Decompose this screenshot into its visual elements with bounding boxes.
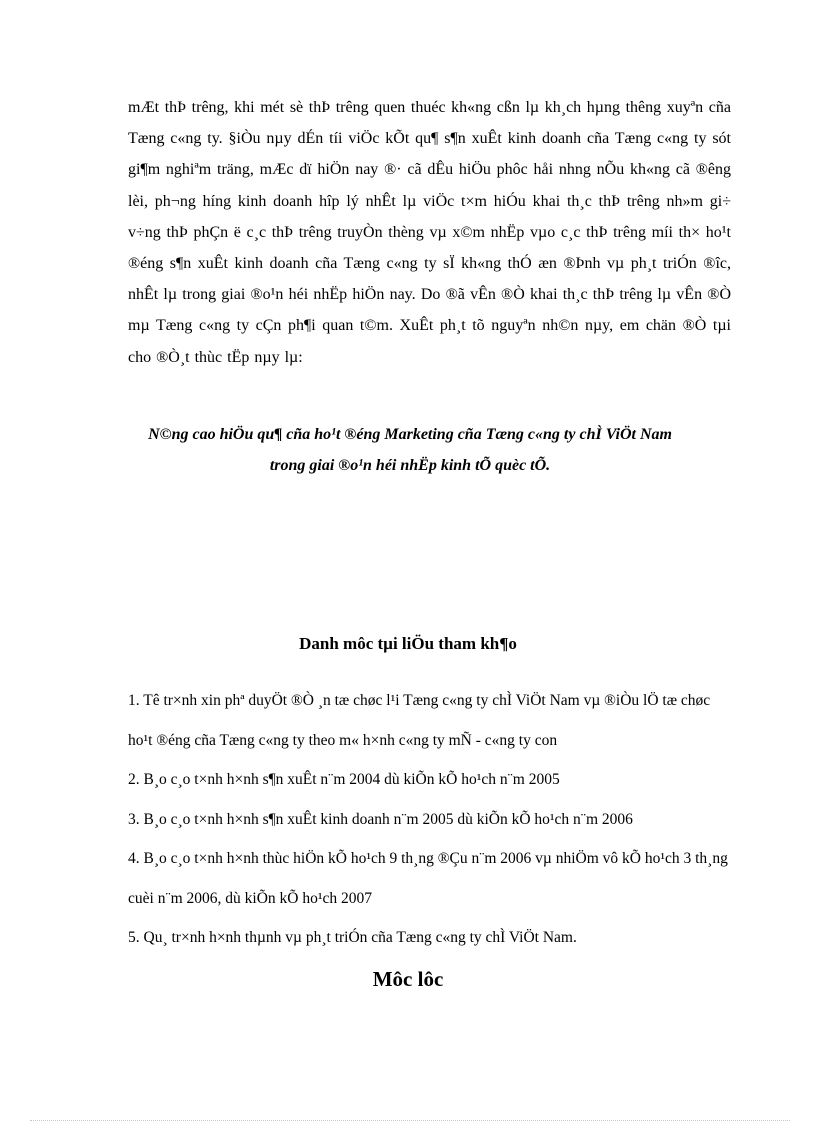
references-list — [128, 681, 731, 958]
reference-item: 1. Tê tr×nh xin phª duyÖt ®Ò ¸n tæ chøc l¹i Tæng c«ng ty chÌ ViÖt Nam vµ ®iÒu lÖ tæ chøc ho¹t ®éng cña Tæng c«ng ty theo m« h×nh c«ng ty mÑ - c«ng ty con — [128, 692, 711, 749]
references-heading: Danh môc tµi liÖu tham kh¶o — [299, 634, 517, 653]
thesis-title — [110, 419, 710, 481]
body-paragraph: mÆt thÞ trêng, khi mét sè thÞ trêng quen thuéc kh«ng cßn lµ kh¸ch hµng thêng xuyªn cña Tæng c«ng ty. §iÒu nµy dÉn tíi viÖc kÕt qu¶ s¶n xuÊt kinh doanh cña Tæng c«ng ty sót gi¶m nghiªm träng, mÆc dï hiÖn nay ®· cã dÊu hiÖu phôc håi nhng nÕu kh«ng cã ®êng lèi, ph¬ng híng kinh doanh hîp lý nhÊt lµ viÖc t×m hiÓu khai th¸c thÞ trêng nh»m gi÷ v÷ng thÞ phÇn ë c¸c thÞ trêng truyÒn thèng vµ x©m nhËp vµo c¸c thÞ trêng míi th× ho¹t ®éng s¶n xuÊt kinh doanh cña Tæng c«ng ty sÏ kh«ng thÓ æn ®Þnh vµ ph¸t triÓn ®îc, nhÊt lµ trong giai ®o¹n héi nhËp hiÖn nay. Do ®ã vÊn ®Ò khai th¸c thÞ trêng lµ vÊn ®Ò mµ Tæng c«ng ty cÇn ph¶i quan t©m. XuÊt ph¸t tõ nguyªn nh©n nµy, em chän ®Ò tµi cho ®Ò¸t thùc tËp nµy lµ: — [128, 99, 731, 366]
thesis-title-line-2: trong giai ®o¹n héi nhËp kinh tÕ quèc tÕ. — [269, 457, 551, 474]
reference-item: 4. B¸o c¸o t×nh h×nh thùc hiÖn kÕ ho¹ch 9 th¸ng ®Çu n¨m 2006 vµ nhiÖm vô kÕ ho¹ch 3 th¸ng cuèi n¨m 2006, dù kiÕn kÕ ho¹ch 2007 — [128, 850, 728, 907]
page-bottom-divider — [30, 1120, 790, 1121]
reference-item: 2. B¸o c¸o t×nh h×nh s¶n xuÊt n¨m 2004 dù kiÕn kÕ ho¹ch n¨m 2005 — [128, 771, 560, 788]
reference-item: 3. B¸o c¸o t×nh h×nh s¶n xuÊt kinh doanh n¨m 2005 dù kiÕn kÕ ho¹ch n¨m 2006 — [128, 810, 633, 828]
thesis-title-line-1: N©ng cao hiÖu qu¶ cña ho¹t ®éng Marketing cña Tæng c«ng ty chÌ ViÖt Nam — [148, 426, 672, 443]
reference-item: 5. Qu¸ tr×nh h×nh thµnh vµ ph¸t triÓn cña Tæng c«ng ty chÌ ViÖt Nam. — [128, 929, 577, 946]
table-of-contents-heading: Môc lôc — [372, 967, 444, 991]
